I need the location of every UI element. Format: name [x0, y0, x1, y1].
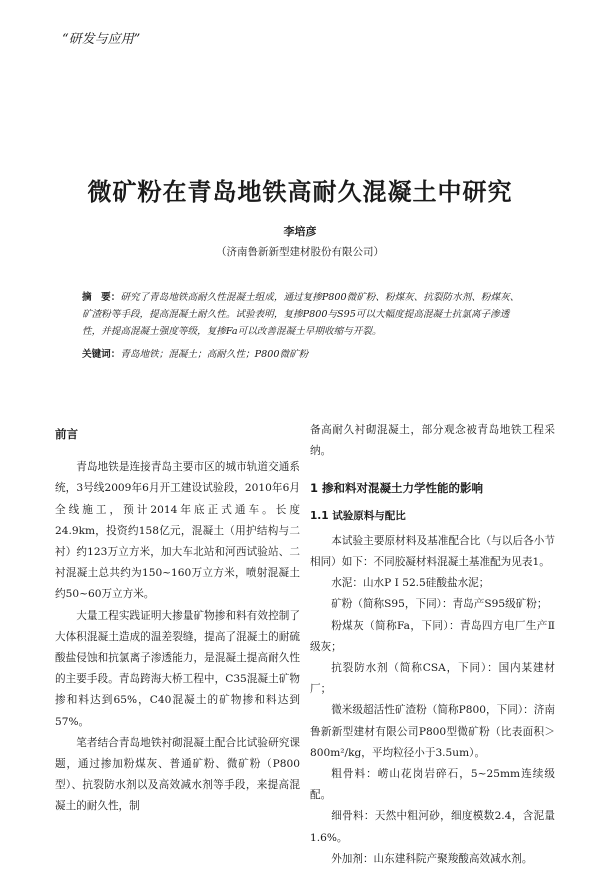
keywords-label: 关键词： [82, 349, 121, 360]
material-item: 外加剂：山东建科院产聚羧酸高效减水剂。 [331, 852, 533, 865]
material-item: 矿粉（简称S95，下同）：青岛产S95级矿粉； [331, 598, 548, 611]
subsection-heading-1-1: 1.1 试验原料与配比 [310, 509, 406, 522]
keywords [82, 346, 522, 360]
keywords-text: 青岛地铁；混凝土；高耐久性；P800微矿粉 [120, 349, 309, 360]
material-item: 细骨料：天然中粗河砂，细度模数2.4，含泥量1.6%。 [310, 810, 555, 844]
material-item: 水泥：山水P I 52.5硅酸盐水泥； [331, 577, 490, 590]
section-heading-preface: 前言 [55, 427, 78, 441]
paragraph: 青岛地铁是连接青岛主要市区的城市轨道交通系统，3号线2009年6月开工建设试验段，2010年6月全线施工，预计2014年底正式通车。长度24.9km，投资约158亿元，混凝土（用护结构与二衬）约123万立方米，加大车北站和河西试验站、二衬混凝土总共约为150~160万立方米，喷射混凝土约50~60万立方米。 [55, 461, 300, 601]
paper-title: 微矿粉在青岛地铁高耐久混凝土中研究 [87, 178, 513, 206]
section-heading-1: 1 掺和料对混凝土力学性能的影响 [310, 481, 484, 496]
right-column [310, 420, 555, 870]
material-item: 微米级超活性矿渣粉（简称P800，下同）：济南鲁新新型建材有限公司P800型微矿粉（比表面积＞800m²/kg，平均粒径小于3.5um）。 [310, 704, 555, 759]
left-column [55, 420, 300, 818]
material-item: 粗骨料：崂山花岗岩碎石，5~25mm连续级配。 [310, 768, 555, 802]
author-affiliation: （济南鲁新新型建材股份有限公司） [216, 246, 384, 258]
author-name: 李培彦 [283, 225, 317, 238]
paragraph-continuation: 备高耐久衬砌混凝土，部分观念被青岛地铁工程采纳。 [310, 424, 555, 458]
journal-section-tag: “研发与应用” [62, 32, 141, 47]
paragraph: 本试验主要原材料及基准配合比（与以后各小节相同）如下：不同胶凝材料混凝土基准配为见表1。 [310, 534, 555, 569]
abstract-text: 研究了青岛地铁高耐久性混凝土组成，通过复掺P800微矿粉、粉煤灰、抗裂防水剂、粉煤灰、矿渣粉等手段，提高混凝土耐久性。试验表明，复掺P800与S95可以大幅度提高混凝土抗氯离子渗透性，并提高混凝土强度等级，复掺Fa可以改善混凝土早期收缩与开裂。 [82, 292, 520, 337]
abstract-label: 摘 要： [82, 292, 121, 303]
paragraph: 笔者结合青岛地铁衬砌混凝土配合比试验研究课题，通过掺加粉煤灰、普通矿粉、微矿粉（P800型）、抗裂防水剂以及高效减水剂等手段，来提高混凝土的耐久性，制 [55, 736, 300, 813]
material-item: 粉煤灰（简称Fa，下同）：青岛四方电厂生产Ⅱ级灰； [310, 619, 555, 653]
material-item: 抗裂防水剂（简称CSA，下同）：国内某建材厂； [310, 662, 555, 696]
paragraph: 大量工程实践证明大掺量矿物掺和料有效控制了大体积混凝土造成的温差裂缝，提高了混凝土的耐硫酸盐侵蚀和抗氯离子渗透能力，是混凝土提高耐久性的主要手段。青岛跨海大桥工程中，C35混凝土矿物掺和料达到65%，C40混凝土的矿物掺和料达到57%。 [55, 609, 300, 728]
abstract [82, 289, 522, 340]
